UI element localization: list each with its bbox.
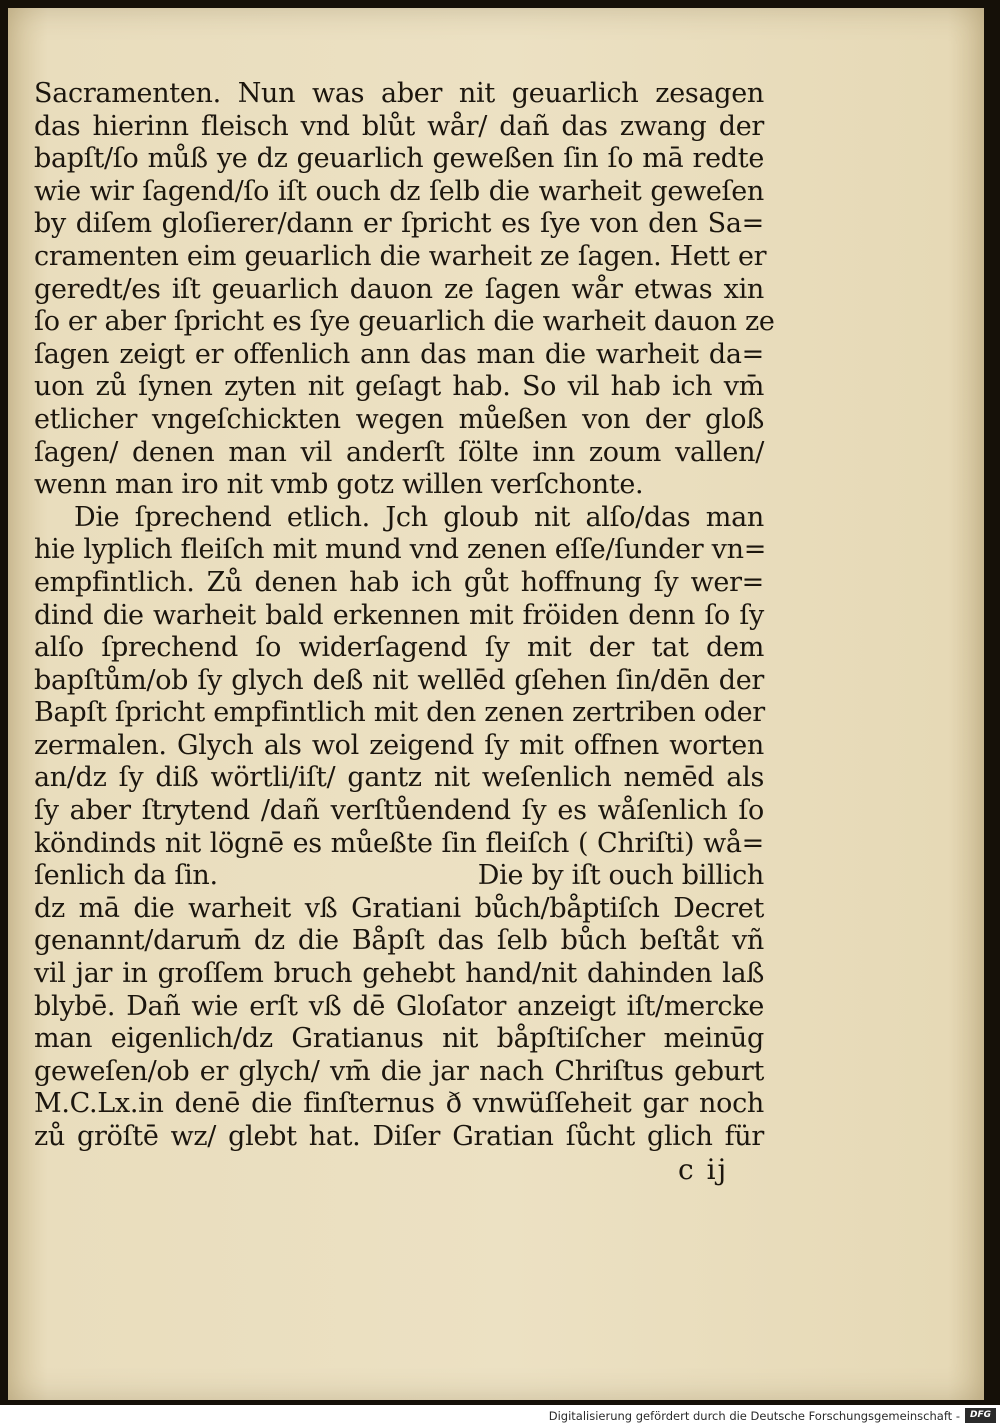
text-line: geweſen/ob er glych/ vm̄ die jar nach Chriſtus geburt <box>34 1055 764 1087</box>
text-line: ſagen/ denen man vil anderſt ſölte inn zoum vallen/ <box>34 436 764 468</box>
text-line: genannt/darum̄ dz die Båpſt das ſelb bůch beſtåt vñ <box>34 925 764 957</box>
page-signature: c ij <box>678 1153 729 1186</box>
text-line: ſagen zeigt er offenlich ann das man die warheit da= <box>34 338 764 370</box>
text-line: man eigenlich/dz Gratianus nit båpſtiſcher meinūg <box>34 1023 764 1055</box>
text-line: empfintlich. Zů denen hab ich gůt hoffnung ſy wer= <box>34 566 764 598</box>
text-line: wie wir ſagend/ſo iſt ouch dz ſelb die warheit geweſen <box>34 175 764 207</box>
book-page <box>8 8 984 1400</box>
text-line: Bapſt ſpricht empfintlich mit den zenen zertriben oder <box>34 697 765 729</box>
text-line: cramenten eim geuarlich die warheit ze ſagen. Hett er <box>34 240 767 272</box>
text-line: zermalen. Glych als wol zeigend ſy mit offnen worten <box>34 729 764 761</box>
text-line: by diſem gloſierer/dann er ſpricht es ſye von den Sa= <box>34 208 764 240</box>
text-line: M.C.Lx.in denē die finſternus ð vnwüſſeheit gar noch <box>34 1088 764 1120</box>
page-text <box>34 78 775 1154</box>
text-line: ſy aber ſtrytend /dañ verſtůendend ſy es wåſenlich ſo <box>34 795 764 827</box>
text-line: blybē. Dañ wie erſt vß dē Gloſator anzeigt iſt/mercke <box>34 990 764 1022</box>
text-line: köndinds nit lögnē es můeßte ſin fleiſch ( Chriſti) wå= <box>34 827 764 859</box>
text-line: Sacramenten. Nun was aber nit geuarlich zesagen <box>34 78 764 109</box>
text-line: hie lyplich fleiſch mit mund vnd zenen eſſe/ſunder vn= <box>34 534 767 566</box>
text-line: ſo er aber ſpricht es ſye geuarlich die warheit dauon ze <box>34 306 775 338</box>
dfg-logo: DFG <box>965 1408 996 1423</box>
text-line: das hierinn fleisch vnd blůt wår/ dañ das zwang der <box>34 110 764 142</box>
text-line: bapſt/ſo můß ye dz geuarlich geweßen ſin ſo mā redte <box>34 143 764 175</box>
text-line: geredt/es iſt geuarlich dauon ze ſagen wår etwas xin <box>34 273 764 305</box>
text-line: uon zů ſynen zyten nit geſagt hab. So vil hab ich vm̄ <box>34 371 764 403</box>
text-line: Die ſprechend etlich. Jch gloub nit alſo/das man <box>74 501 764 533</box>
text-line: vil jar in groſſem bruch gehebt hand/nit dahinden laß <box>34 958 764 990</box>
text-line: an/dz ſy diß wörtli/iſt/ gantz nit weſenlich nemēd als <box>34 762 764 794</box>
text-line-left: ſenlich da ſin. <box>34 860 218 892</box>
text-line: etlicher vngeſchickten wegen můeßen von der gloß <box>34 403 764 435</box>
text-line: wenn man iro nit vmb gotz willen verſchonte. <box>34 469 644 501</box>
footer-bar <box>0 1405 1000 1427</box>
text-line: alſo ſprechend ſo widerſagend ſy mit der tat dem <box>34 632 764 664</box>
text-line-right: Die by iſt ouch billich <box>477 860 764 892</box>
text-line: dz mā die warheit vß Gratiani bůch/båptiſch Decret <box>34 892 764 924</box>
text-line: dind die warheit bald erkennen mit fröiden denn ſo ſy <box>34 599 764 631</box>
text-line: bapſtům/ob ſy glych deß nit wellēd gſehen ſin/dēn der <box>34 664 764 696</box>
split-line <box>34 860 764 893</box>
text-line: zů gröſtē wz/ glebt hat. Diſer Gratian ſůcht glich für <box>34 1121 764 1152</box>
funding-credit: Digitalisierung gefördert durch die Deutsche Forschungsgemeinschaft - <box>548 1409 960 1423</box>
